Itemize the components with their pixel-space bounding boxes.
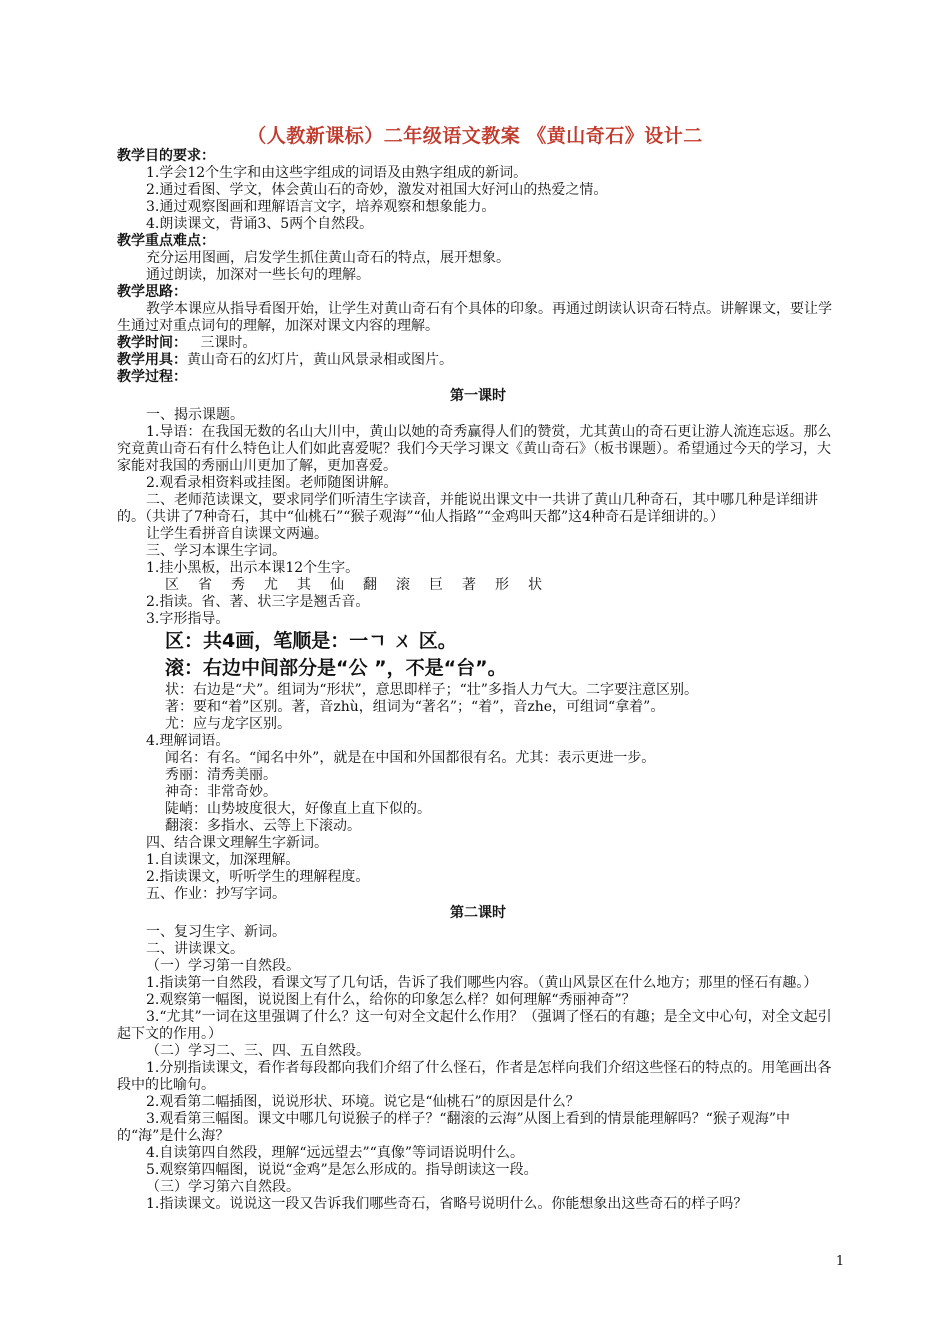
lesson2-step: 4.自读第四自然段，理解“远远望去”“真像”等词语说明什么。 (146, 1145, 524, 1161)
goals-heading: 教学目的要求： (117, 148, 215, 164)
lesson1-step: 1.挂小黑板，出示本课12个生字。 (146, 560, 360, 576)
new-character: 秀 (231, 577, 245, 593)
tools-text: 黄山奇石的幻灯片，黄山风景录相或图片。 (187, 352, 453, 368)
goal-item: 1.学会12个生字和由这些字组成的词语及由熟字组成的新词。 (146, 165, 528, 181)
new-character: 区 (165, 577, 179, 593)
lesson1-step: 五、作业：抄写字词。 (146, 886, 286, 902)
goal-item: 4.朗读课文，背诵3、5两个自然段。 (146, 216, 374, 232)
word-definition: 闻名：有名。“闻名中外”，就是在中国和外国都很有名。尤其：表示更进一步。 (165, 750, 656, 766)
lesson2-subsection: （三）学习第六自然段。 (146, 1179, 300, 1195)
goal-item: 3.通过观察图画和理解语言文字，培养观察和想象能力。 (146, 199, 496, 215)
lesson2-step: 1.分别指读课文，看作者每段都向我们介绍了什么怪石，作者是怎样向我们介绍这些怪石的特点的。用笔画出各段中的比喻句。 (117, 1060, 832, 1093)
tools-heading: 教学用具： (117, 352, 187, 368)
tools-row (117, 352, 839, 369)
character-note: 著：要和“着”区别。著，音zhù，组词为“著名”；“着”，音zhe，可组词“拿着”。 (165, 699, 665, 715)
keypoint-item: 充分运用图画，启发学生抓住黄山奇石的特点，展开想象。 (146, 250, 510, 266)
character-note: 尤：应与龙字区别。 (165, 716, 291, 732)
approach-heading: 教学思路： (117, 284, 187, 300)
lesson2-step: 3.观看第三幅图。课文中哪几句说猴子的样子？“翻滚的云海”从图上看到的情景能理解吗？“猴子观海”中的“海”是什么海？ (117, 1111, 790, 1144)
lesson2-step: 1.指读第一自然段，看课文写了几句话，告诉了我们哪些内容。（黄山风景区在什么地方；那里的怪石有趣。） (146, 975, 818, 991)
document-body (117, 148, 839, 1213)
new-character: 著 (462, 577, 476, 593)
keypoints-heading: 教学重点难点： (117, 233, 215, 249)
word-definition: 神奇：非常奇妙。 (165, 784, 277, 800)
lesson2-subsection: （二）学习二、三、四、五自然段。 (146, 1043, 370, 1059)
lesson1-step: 2.指读。省、著、状三字是翘舌音。 (146, 594, 370, 610)
keypoint-item: 通过朗读，加深对一些长句的理解。 (146, 267, 370, 283)
new-character: 状 (528, 577, 542, 593)
new-character: 省 (198, 577, 212, 593)
word-definition: 翻滚：多指水、云等上下滚动。 (165, 818, 361, 834)
approach-text: 教学本课应从指导看图开始，让学生对黄山奇石有个具体的印象。再通过朗读认识奇石特点。讲解课文，要让学生通过对重点词句的理解，加深对课文内容的理解。 (117, 301, 832, 334)
lesson1-step: 二、老师范读课文，要求同学们听清生字读音，并能说出课文中一共讲了黄山几种奇石，其中哪几种是详细讲的。（共讲了7种奇石，其中“仙桃石”“猴子观海”“仙人指路”“金鸡叫天都”这4种奇石是详细讲的。） (117, 492, 818, 525)
page-number: 1 (835, 1254, 845, 1269)
new-character: 仙 (330, 577, 344, 593)
lesson1-step: 2.观看录相资料或挂图。老师随图讲解。 (146, 475, 398, 491)
lesson1-step: 让学生看拼音自读课文两遍。 (146, 526, 328, 542)
new-characters-row (117, 577, 839, 594)
lesson2-heading: 第二课时 (450, 905, 506, 921)
lesson1-heading: 第一课时 (450, 388, 506, 404)
lesson1-step: 三、学习本课生字词。 (146, 543, 286, 559)
lesson2-step: 2.观看第二幅插图，说说形状、环境。说它是“仙桃石”的原因是什么？ (146, 1094, 580, 1110)
lesson1-step: 2.指读课文，听听学生的理解程度。 (146, 869, 370, 885)
lesson2-step: 二、讲读课文。 (146, 941, 244, 957)
lesson1-step: 1.自读课文，加深理解。 (146, 852, 300, 868)
new-character: 巨 (429, 577, 443, 593)
lesson1-step: 1.导语：在我国无数的名山大川中，黄山以她的奇秀赢得人们的赞赏，尤其黄山的奇石更让游人流连忘返。那么究竟黄山奇石有什么特色让人们如此喜爱呢？我们今天学习课文《黄山奇石》（板书课题）。希望通过今天的学习，大家能对我国的秀丽山川更加了解，更加喜爱。 (117, 424, 832, 474)
lesson1-step: 四、结合课文理解生字新词。 (146, 835, 328, 851)
word-definition: 秀丽：清秀美丽。 (165, 767, 277, 783)
lesson2-step: 2.观察第一幅图，说说图上有什么，给你的印象怎么样？如何理解“秀丽神奇”？ (146, 992, 636, 1008)
lesson1-step: 一、揭示课题。 (146, 407, 244, 423)
document-title: （人教新课标）二年级语文教案 《黄山奇石》设计二 (247, 125, 703, 147)
lesson2-subsection: （一）学习第一自然段。 (146, 958, 300, 974)
lesson2-step: 1.指读课文。说说这一段又告诉我们哪些奇石，省略号说明什么。你能想象出这些奇石的样子吗？ (146, 1196, 748, 1212)
lesson2-step: 一、复习生字、新词。 (146, 924, 286, 940)
lesson1-step: 3.字形指导。 (146, 611, 230, 627)
word-definition: 陡峭：山势坡度很大，好像直上直下似的。 (165, 801, 431, 817)
lesson1-step: 4.理解词语。 (146, 733, 230, 749)
new-character: 翻 (363, 577, 377, 593)
character-note: 状：右边是“犬”。组词为“形状”，意思即样子；“壮”多指人力气大。二字要注意区别。 (165, 682, 698, 698)
goal-item: 2.通过看图、学文，体会黄山石的奇妙，激发对祖国大好河山的热爱之情。 (146, 182, 608, 198)
lesson2-step: 5.观察第四幅图，说说“金鸡”是怎么形成的。指导朗读这一段。 (146, 1162, 538, 1178)
stroke-order-note: 区：共4画，笔顺是：一ㄱ ㄨ 区。 (165, 630, 457, 652)
time-text: 三课时。 (200, 335, 257, 351)
time-heading: 教学时间： (117, 335, 187, 351)
new-character: 尤 (264, 577, 278, 593)
process-heading: 教学过程： (117, 369, 187, 385)
glyph-note: 滚：右边中间部分是“公 ”，不是“台”。 (165, 657, 507, 679)
new-character: 滚 (396, 577, 410, 593)
new-character: 其 (297, 577, 311, 593)
time-row (117, 335, 839, 352)
lesson2-step: 3.“尤其”一词在这里强调了什么？这一句对全文起什么作用？（强调了怪石的有趣；是全文中心句，对全文起引起下文的作用。） (117, 1009, 832, 1042)
new-character: 形 (495, 577, 509, 593)
